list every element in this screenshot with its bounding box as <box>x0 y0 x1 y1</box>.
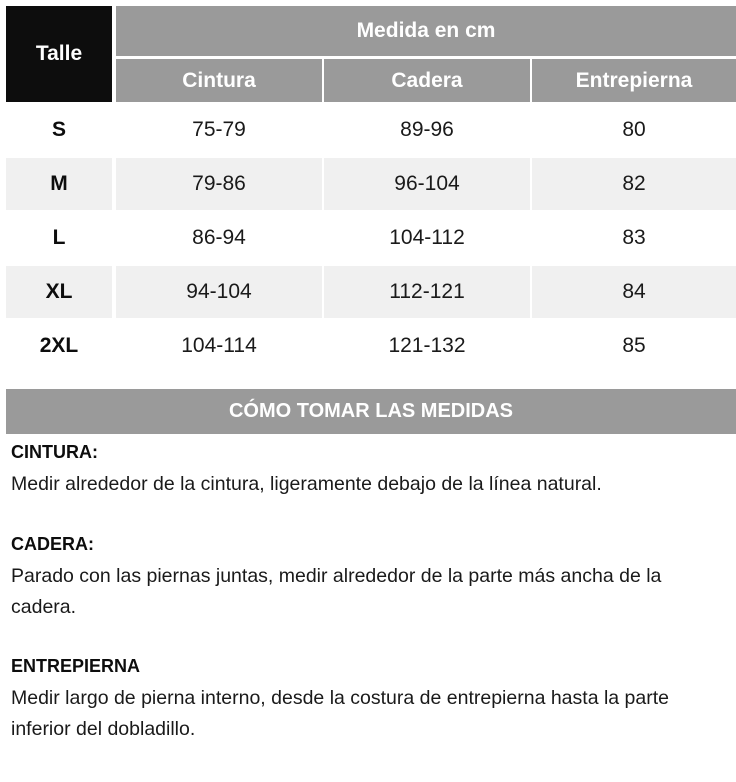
size-cell: S <box>51 118 66 141</box>
section-text: Medir alrededor de la cintura, ligeramente debajo de la línea natural. <box>11 473 602 495</box>
size-cell: 2XL <box>39 334 79 357</box>
cadera-cell: 89-96 <box>400 118 454 141</box>
section-title: CADERA: <box>11 534 94 554</box>
table-row <box>6 320 736 372</box>
cadera-cell: 112-121 <box>324 266 530 318</box>
column-header-cintura: Cintura <box>116 59 322 102</box>
howto-section-entrepierna <box>11 655 731 745</box>
entrepierna-cell: 84 <box>532 266 736 318</box>
cintura-cell: 104-114 <box>181 334 257 357</box>
group-header: Medida en cm <box>116 6 736 56</box>
size-table <box>6 6 736 357</box>
table-body <box>6 104 736 374</box>
size-cell: M <box>6 158 112 210</box>
table-header <box>6 6 736 102</box>
entrepierna-cell: 80 <box>622 118 646 141</box>
cadera-cell: 104-112 <box>389 226 465 249</box>
section-text: Parado con las piernas juntas, medir alrededor de la parte más ancha de la cadera. <box>11 565 662 618</box>
section-text: Medir largo de pierna interno, desde la costura de entrepierna hasta la parte inferior del dobladillo. <box>11 687 669 740</box>
section-title: CINTURA: <box>11 442 98 462</box>
cadera-cell: 121-132 <box>388 334 466 357</box>
entrepierna-cell: 83 <box>622 226 646 249</box>
cintura-cell: 94-104 <box>116 266 322 318</box>
howto-section-cadera <box>11 533 731 623</box>
entrepierna-cell: 82 <box>532 158 736 210</box>
table-row <box>6 158 736 210</box>
cintura-cell: 86-94 <box>192 226 246 249</box>
cintura-cell: 79-86 <box>116 158 322 210</box>
column-header-entrepierna: Entrepierna <box>532 59 736 102</box>
table-row <box>6 266 736 318</box>
table-row <box>6 104 736 156</box>
talle-header: Talle <box>6 6 112 102</box>
table-row <box>6 212 736 264</box>
howto-section-cintura <box>11 441 731 500</box>
entrepierna-cell: 85 <box>622 334 646 357</box>
size-cell: XL <box>6 266 112 318</box>
section-title: ENTREPIERNA <box>11 656 141 676</box>
column-header-cadera: Cadera <box>324 59 530 102</box>
size-cell: L <box>52 226 66 249</box>
howto-title-bar: CÓMO TOMAR LAS MEDIDAS <box>6 389 736 434</box>
cintura-cell: 75-79 <box>192 118 246 141</box>
cadera-cell: 96-104 <box>324 158 530 210</box>
